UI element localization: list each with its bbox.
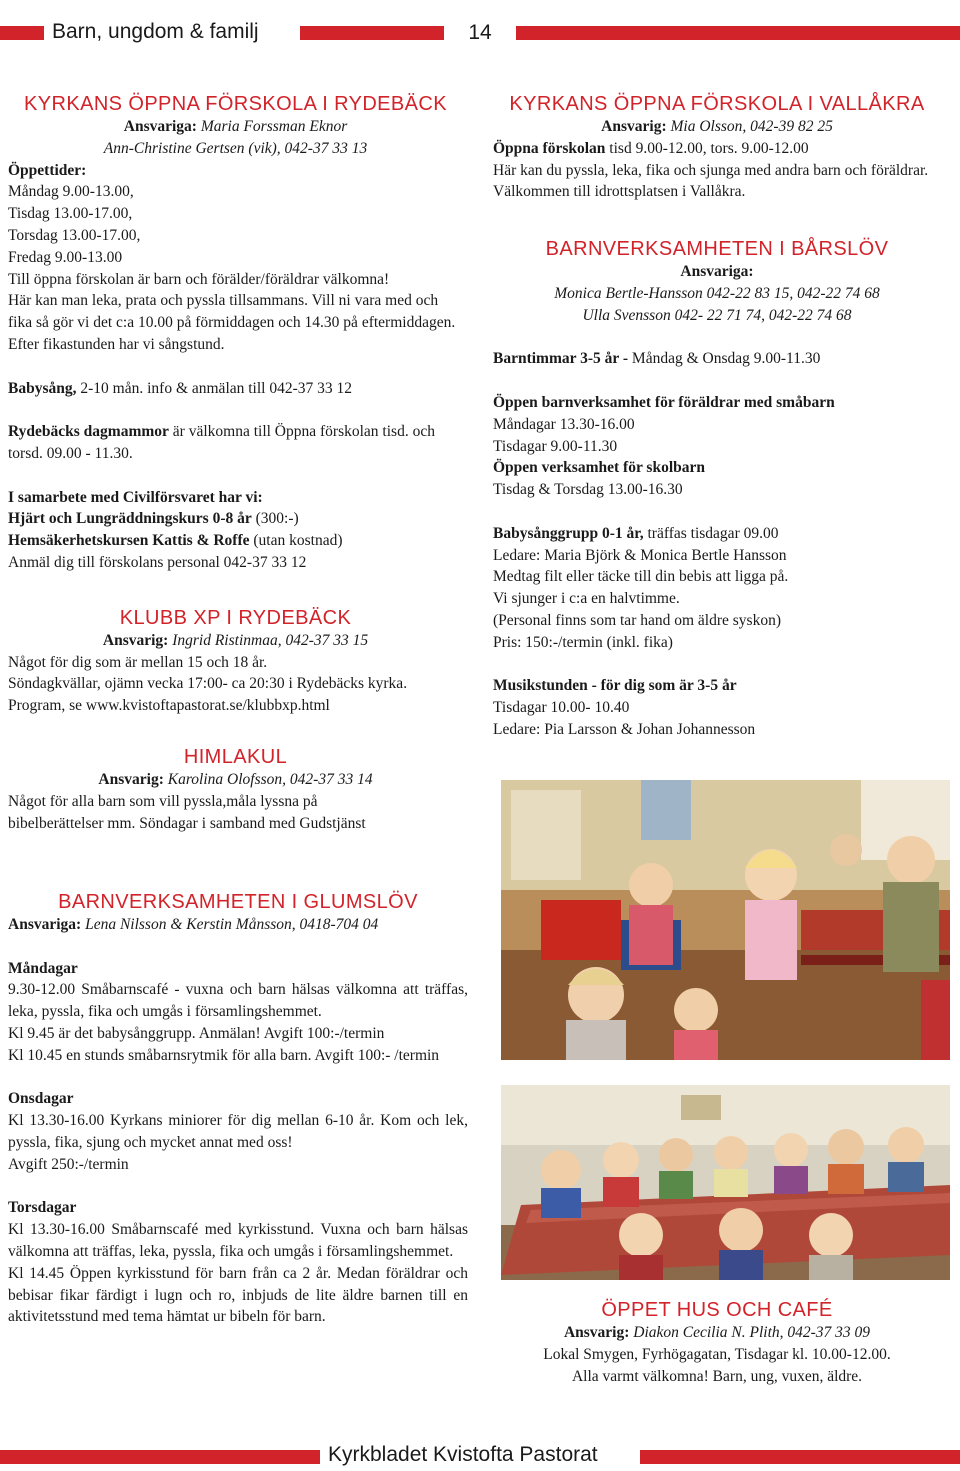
himlakul-line2: bibelberättelser mm. Söndagar i samband med Gudstjänst [8, 814, 366, 832]
barslov-ob1: Måndagar 13.30-16.00 [493, 415, 635, 433]
barslov-bs3: Vi sjunger i c:a en halvtimme. [493, 590, 680, 608]
barslov-bs2: Medtag filt eller täcke till din bebis att ligga på. [493, 568, 789, 586]
oppethus-line2: Alla varmt välkomna! Barn, ung, vuxen, äldre. [571, 1367, 863, 1385]
glumslov-resp: Ansvariga: Lena Nilsson & Kerstin Månsson, 0418-704 04 [8, 916, 379, 933]
right-column [493, 92, 941, 741]
glumslov-wed-label: Onsdagar [8, 1090, 74, 1108]
vallakra-heading: KYRKANS ÖPPNA FÖRSKOLA I VALLÅKRA [509, 93, 925, 115]
klubbxp-heading: KLUBB XP I RYDEBÄCK [119, 606, 352, 629]
klubbxp-line2: Söndagkvällar, ojämn vecka 17:00- ca 20:30 i Rydebäcks kyrka. [8, 675, 408, 693]
oppethus-heading: ÖPPET HUS OCH CAFÉ [601, 1299, 833, 1321]
glumslov-thu-label: Torsdagar [8, 1199, 77, 1217]
rydebeck-hours-3: Fredag 9.00-13.00 [8, 248, 123, 266]
rydebeck-course2: Hemsäkerhetskursen Kattis & Roffe (utan kostnad) [8, 532, 343, 550]
rydebeck-signup: Anmäl dig till förskolans personal 042-37 33 12 [8, 553, 307, 571]
section-title: Barn, ungdom & familj [52, 20, 259, 43]
klubbxp-line3: Program, se www.kvistoftapastorat.se/klubbxp.html [8, 697, 330, 715]
barslov-ms-label: Musikstunden - för dig som är 3-5 år [493, 677, 737, 695]
barslov-ob2: Tisdagar 9.00-11.30 [493, 437, 618, 455]
barslov-os1: Tisdag & Torsdag 13.00-16.30 [493, 481, 683, 499]
barslov-resp1: Monica Bertle-Hansson 042-22 83 15, 042-22 74 68 [554, 284, 880, 302]
barslov-ms1: Tisdagar 10.00- 10.40 [493, 699, 630, 717]
rydebeck-text2: Här kan man leka, prata och pyssla tillsammans. Vill ni vara med och fika så gör vi det c:a 10.00 på förmiddagen och 14.30 på eftermiddagen. Efter fikastunden har vi sångstund. [8, 292, 456, 353]
barslov-heading: BARNVERKSAMHETEN I BÅRSLÖV [545, 238, 889, 261]
glumslov-mon3: Kl 10.45 en stunds småbarnsrytmik för alla barn. Avgift 100:- /termin [8, 1046, 440, 1064]
rydebeck-babysang: Babysång, 2-10 mån. info & anmälan till 042-37 33 12 [8, 379, 353, 397]
glumslov-section [8, 890, 468, 1328]
rydebeck-text1: Till öppna förskolan är barn och förälder/föräldrar välkomna! [8, 270, 390, 288]
barslov-os-label: Öppen verksamhet för skolbarn [493, 459, 705, 477]
barslov-bs5: Pris: 150:-/termin (inkl. fika) [493, 633, 673, 651]
glumslov-heading: BARNVERKSAMHETEN I GLUMSLÖV [58, 891, 418, 913]
rydebeck-hours-0: Måndag 9.00-13.00, [8, 183, 134, 201]
footer-bar-left [0, 1450, 320, 1464]
header-bar-left [0, 26, 44, 40]
barslov-barntimmar: Barntimmar 3-5 år - Måndag & Onsdag 9.00-11.30 [493, 350, 821, 368]
vallakra-open: Öppna förskolan tisd 9.00-12.00, tors. 9.00-12.00 [493, 139, 809, 157]
page-number: 14 [468, 21, 492, 44]
oppethus-section [493, 1298, 941, 1387]
barslov-bs1: Ledare: Maria Björk & Monica Bertle Hansson [493, 546, 787, 564]
barslov-ms2: Ledare: Pia Larsson & Johan Johannesson [493, 720, 756, 738]
footer-title: Kyrkbladet Kvistofta Pastorat [328, 1443, 598, 1466]
vallakra-resp: Ansvarig: Mia Olsson, 042-39 82 25 [601, 118, 833, 135]
oppethus-line1: Lokal Smygen, Fyrhögagatan, Tisdagar kl. 10.00-12.00. [543, 1345, 891, 1363]
barslov-resp2: Ulla Svensson 042- 22 71 74, 042-22 74 68 [582, 306, 852, 324]
glumslov-thu2: Kl 14.45 Öppen kyrkisstund för barn från ca 2 år. Medan föräldrar och bebisar fikar färdigt i lugn och ro, inbjuds de lite äldre barnen till en aktivitetsstund med tema hämtat ur bibeln för barn. [8, 1264, 468, 1326]
glumslov-wed2: Avgift 250:-/termin [8, 1155, 129, 1173]
himlakul-line1: Något för alla barn som vill pyssla,måla lyssna på [8, 792, 318, 810]
footer-bar-right [640, 1450, 960, 1464]
glumslov-wed1: Kl 13.30-16.00 Kyrkans miniorer för dig mellan 6-10 år. Kom och lek, pyssla, fika, sjung och mycket annat med oss! [8, 1112, 468, 1151]
left-column [8, 92, 463, 834]
glumslov-mon-label: Måndagar [8, 959, 78, 977]
rydebeck-resp2: Ann-Christine Gertsen (vik), 042-37 33 13 [103, 139, 368, 157]
photo-children-playroom [501, 780, 950, 1060]
barslov-resp-label: Ansvariga: [680, 263, 754, 281]
vallakra-text: Här kan du pyssla, leka, fika och sjunga med andra barn och föräldrar. Välkommen till idrottsplatsen i Vallåkra. [493, 161, 929, 201]
rydebeck-hours-label: Öppettider: [8, 161, 87, 179]
rydebeck-resp: Ansvariga: Maria Forssman Eknor [123, 118, 348, 135]
himlakul-resp: Ansvarig: Karolina Olofsson, 042-37 33 14 [98, 770, 373, 788]
glumslov-mon2: Kl 9.45 är det babysånggrupp. Anmälan! Avgift 100:-/termin [8, 1024, 385, 1042]
glumslov-thu1: Kl 13.30-16.00 Småbarnscafé med kyrkisstund. Vuxna och barn hälsas välkomna att träffas, leka, pyssla, fika och umgås i församlingshemmet. [8, 1221, 468, 1260]
photo-children-table [501, 1085, 950, 1280]
rydebeck-dagmammor: Rydebäcks dagmammor är välkomna till Öppna förskolan tisd. och torsd. 09.00 - 11.30. [8, 423, 435, 462]
barslov-bs4: (Personal finns som tar hand om äldre syskon) [493, 611, 781, 629]
oppethus-resp: Ansvarig: Diakon Cecilia N. Plith, 042-37 33 09 [563, 1324, 871, 1341]
header-bar-middle [300, 26, 444, 40]
rydebeck-heading: KYRKANS ÖPPNA FÖRSKOLA I RYDEBÄCK [24, 93, 447, 115]
barslov-babysang: Babysånggrupp 0-1 år, träffas tisdagar 09.00 [493, 524, 779, 542]
rydebeck-hours-1: Tisdag 13.00-17.00, [8, 205, 133, 223]
klubbxp-resp: Ansvarig: Ingrid Ristinmaa, 042-37 33 15 [102, 631, 369, 649]
himlakul-heading: HIMLAKUL [183, 745, 288, 768]
header-bar-right [516, 26, 960, 40]
klubbxp-line1: Något för dig som är mellan 15 och 18 år. [8, 653, 268, 671]
barslov-ob-label: Öppen barnverksamhet för föräldrar med småbarn [493, 393, 835, 411]
rydebeck-course1: Hjärt och Lungräddningskurs 0-8 år (300:-) [8, 510, 299, 528]
rydebeck-hours-2: Torsdag 13.00-17.00, [8, 226, 141, 244]
rydebeck-coop: I samarbete med Civilförsvaret har vi: [8, 488, 263, 506]
glumslov-mon1: 9.30-12.00 Småbarnscafé - vuxna och barn hälsas välkomna att träffas, leka, pyssla, fika och umgås i församlingshemmet. [8, 981, 468, 1021]
